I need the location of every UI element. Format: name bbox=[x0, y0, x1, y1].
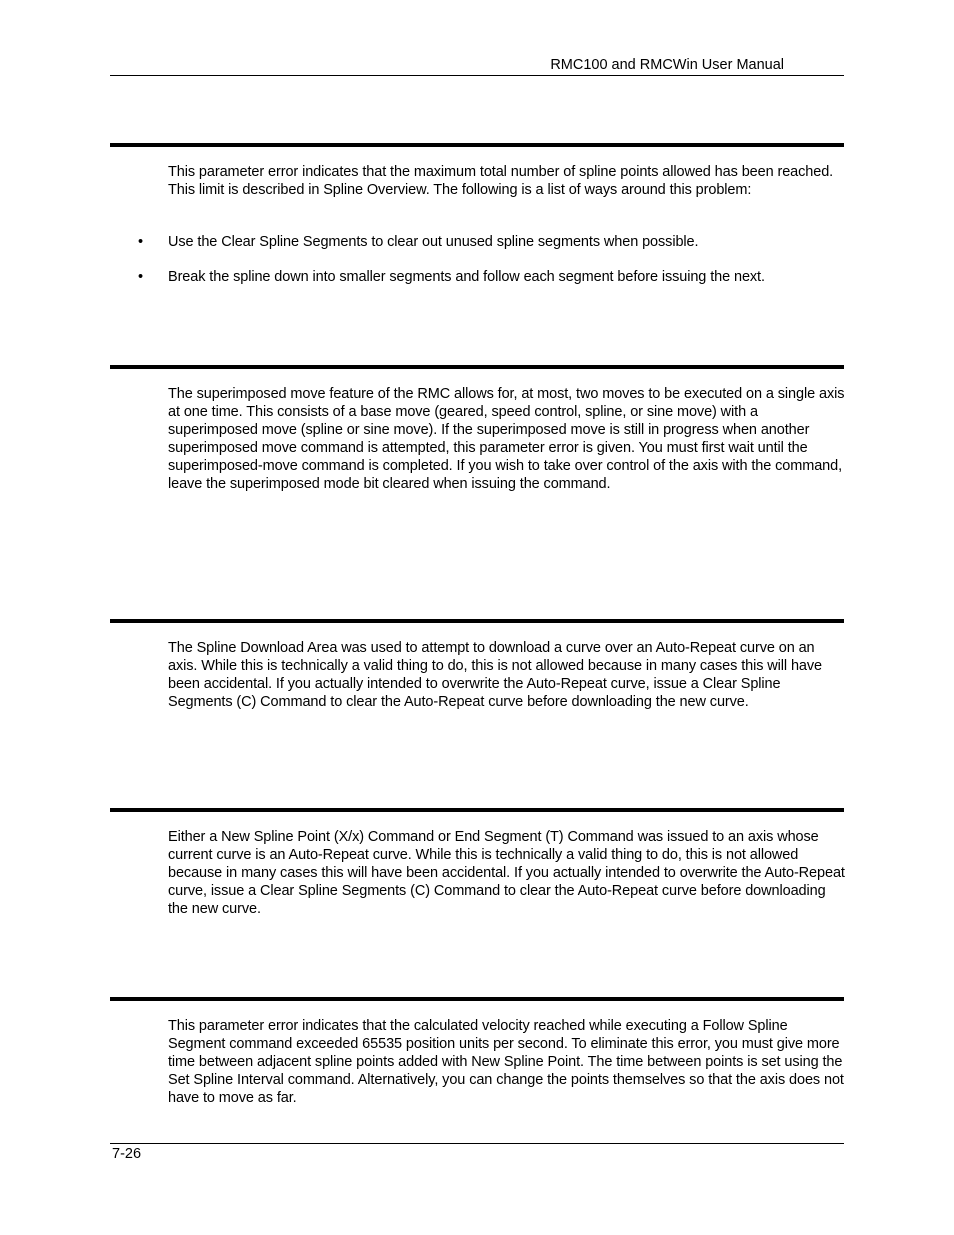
section-divider bbox=[110, 619, 844, 623]
section-paragraph: Either a New Spline Point (X/x) Command or End Segment (T) Command was issued to an axis whose current curve is an Auto-Repeat curve. While this is technically a valid thing to do, this is not allowed because in many cases this will have been accidental. If you actually intended to overwrite the Auto-Repeat curve, issue a Clear Spline Segments (C) Command to clear the Auto-Repeat curve before downloading the new curve. bbox=[168, 829, 845, 917]
section-divider bbox=[110, 365, 844, 369]
section-paragraph: This parameter error indicates that the calculated velocity reached while executing a Follow Spline Segment command exceeded 65535 position units per second. To eliminate this error, you must give more time between adjacent spline points added with New Spline Point. The time between points is set using the Set Spline Interval command. Alternatively, you can change the points themselves so that the axis does not have to move as far. bbox=[168, 1018, 844, 1106]
footer-divider bbox=[110, 1143, 844, 1144]
section-paragraph: The superimposed move feature of the RMC allows for, at most, two moves to be executed on a single axis at one time. This consists of a base move (geared, speed control, spline, or sine move) with a superimposed move (spline or sine move). If the superimposed move is still in progress when another superimposed move command is attempted, this parameter error is given. You must first wait until the superimposed-move command is completed. If you wish to take over control of the axis with the command, leave the superimposed mode bit cleared when issuing the command. bbox=[168, 386, 845, 492]
manual-title: RMC100 and RMCWin User Manual bbox=[550, 57, 784, 73]
bullet-icon: • bbox=[138, 234, 143, 250]
section-paragraph: This parameter error indicates that the maximum total number of spline points allowed has been reached. This limit is described in Spline Overview. The following is a list of ways around this problem: bbox=[168, 164, 834, 198]
header-divider bbox=[110, 75, 844, 76]
section-divider bbox=[110, 143, 844, 147]
section-divider bbox=[110, 997, 844, 1001]
list-item-text: Use the Clear Spline Segments to clear out unused spline segments when possible. bbox=[168, 234, 699, 250]
bullet-icon: • bbox=[138, 269, 143, 285]
section-divider bbox=[110, 808, 844, 812]
section-paragraph: The Spline Download Area was used to attempt to download a curve over an Auto-Repeat curve on an axis. While this is technically a valid thing to do, this is not allowed because in many cases this will have been accidental. If you actually intended to overwrite the Auto-Repeat curve, issue a Clear Spline Segments (C) Command to clear the Auto-Repeat curve before downloading the new curve. bbox=[168, 640, 823, 710]
list-item-text: Break the spline down into smaller segments and follow each segment before issuing the next. bbox=[168, 269, 765, 285]
page-number: 7-26 bbox=[112, 1146, 142, 1162]
